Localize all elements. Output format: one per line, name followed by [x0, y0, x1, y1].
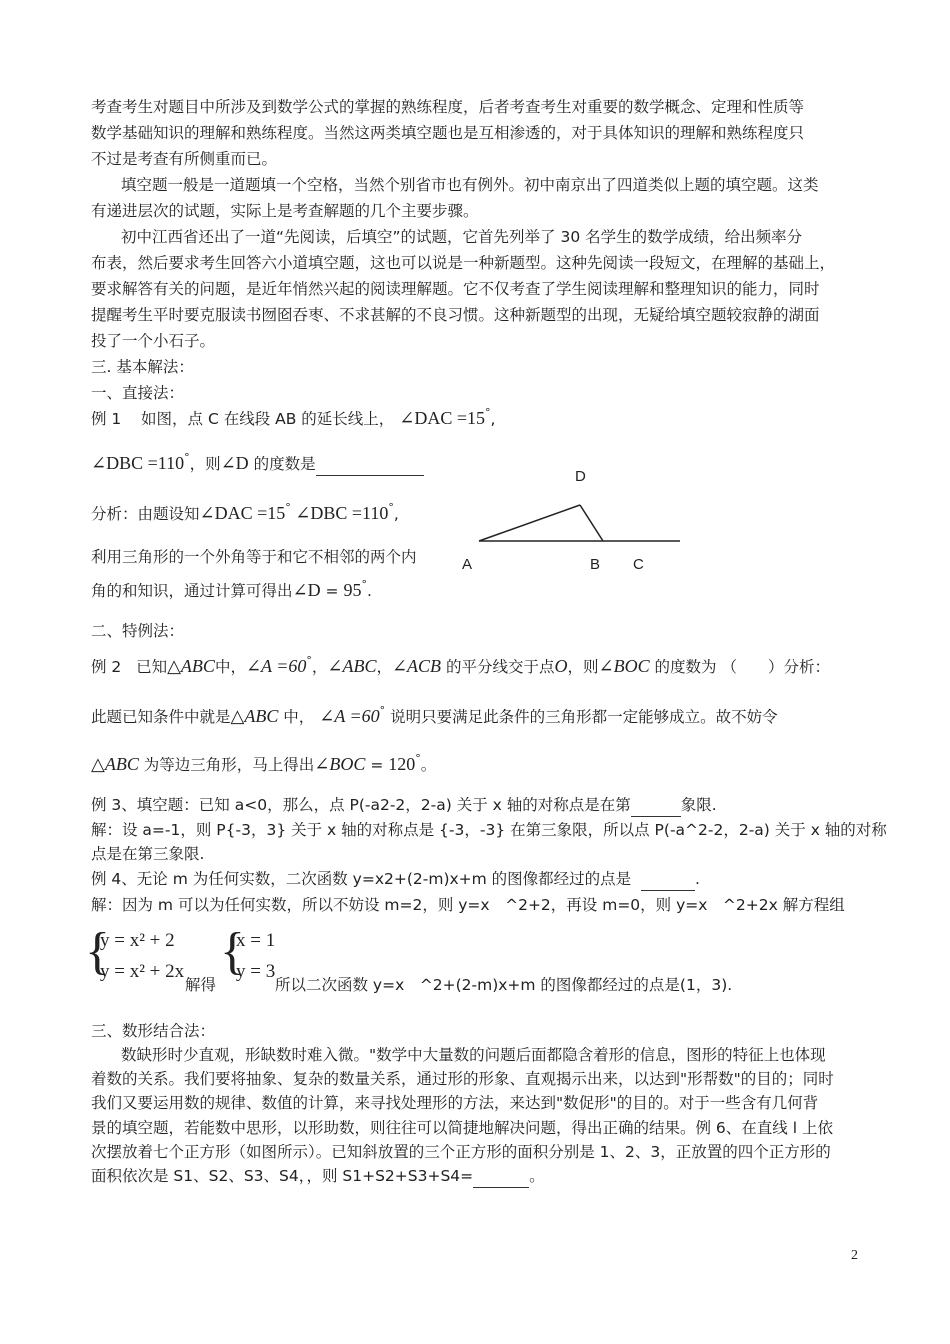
text-line: 填空题一般是一道题填一个空格，当然个别省市也有例外。初中南京出了四道类似上题的填空题。这类 [121, 176, 819, 194]
text-line: 初中江西省还出了一道“先阅读，后填空”的试题，它首先列举了 30 名学生的数学成绩，给出频率分 [121, 228, 803, 246]
method-heading: 二、特例法： [91, 622, 185, 640]
text-line: 着数的关系。我们要将抽象、复杂的数量关系，通过形的形象、直观揭示出来，以达到"形帮数"的目的；同时 [91, 1070, 834, 1088]
text-line: 提醒考生平时要克服读书囫囵吞枣、不求甚解的不良习惯。这种新题型的出现，无疑给填空题较寂静的湖面 [91, 306, 820, 324]
method-heading: 一、直接法： [91, 384, 185, 402]
example-1-result: 角的和知识，通过计算可得出∠D = 95°. [91, 578, 372, 600]
example-2-line-1: 例 2 已知△ABC中，∠A =60°，∠ABC，∠ACB 的平分线交于点O，则∠BOC 的度数为 （ ）分析： [91, 654, 830, 676]
example-text: 如图，点 C 在线段 AB 的延长线上， [141, 410, 395, 428]
label-a: A [462, 556, 473, 573]
text-line: 利用三角形的一个外角等于和它不相邻的两个内 [91, 548, 417, 566]
example-1-line-1: 例 1 如图，点 C 在线段 AB 的延长线上， ∠DAC =15°, [91, 406, 496, 428]
line-ad [479, 505, 580, 541]
label-c: C [633, 556, 644, 573]
section-heading: 三. 基本解法： [91, 358, 194, 376]
answer-blank [641, 868, 695, 891]
method-heading: 三、数形结合法： [91, 1022, 216, 1040]
text-line: 有递进层次的试题，实际上是考查解题的几个主要步骤。 [91, 202, 479, 220]
angle-dac: ∠DAC =15 [399, 408, 485, 428]
example-4-question: 例 4、无论 m 为任何实数，二次函数 y=x2+(2-m)x+m 的图像都经过的点是 . [91, 868, 700, 891]
solution-x: x = 1 [236, 930, 276, 951]
solution-y: y = 3 [236, 961, 276, 982]
text-line: 次摆放着七个正方形（如图所示）。已知斜放置的三个正方形的面积分别是 1、2、3，正放置的四个正方形的 [91, 1143, 831, 1161]
text-line: 点是在第三象限. [91, 845, 205, 863]
example-label: 例 1 [91, 410, 122, 428]
answer-blank [473, 1165, 529, 1188]
example-2-line-3: △ABC 为等边三角形，马上得出∠BOC = 120°。 [91, 752, 437, 774]
equation-2: y = x² + 2x [100, 961, 185, 982]
label-d: D [575, 468, 586, 485]
conclusion-text: 所以二次函数 y=x ^2+(2-m)x+m 的图像都经过的点是(1，3). [275, 976, 733, 994]
brace-left: { [85, 923, 110, 980]
text-line: 投了一个小石子。 [91, 332, 216, 350]
example-1-analysis: 分析：由题设知∠DAC =15° ∠DBC =110°, [91, 501, 399, 523]
text-line: 解：设 a=-1，则 P{-3，3} 关于 x 轴的对称点是 {-3，-3} 在第三象限，所以点 P(-a^2-2，2-a) 关于 x 轴的对称 [91, 821, 887, 839]
label-b: B [590, 556, 601, 573]
text-line: 考查考生对题目中所涉及到数学公式的掌握的熟练程度，后者考查考生对重要的数学概念、定理和性质等 [91, 98, 805, 116]
text-line: 解：因为 m 可以为任何实数，所以不妨设 m=2，则 y=x ^2+2，再设 m=0，则 y=x ^2+2x 解方程组 [91, 896, 845, 914]
angle-d: ∠D [220, 453, 249, 473]
text-line: 要求解答有关的问题，是近年悄然兴起的阅读理解题。它不仅考查了学生阅读理解和整理知识的能力，同时 [91, 280, 820, 298]
line-db [580, 505, 603, 541]
text-line: 景的填空题，若能数中思形，以形助数，则往往可以简捷地解决问题，得出正确的结果。例 6、在直线 l 上依 [91, 1119, 833, 1137]
equation-1: y = x² + 2 [100, 930, 175, 951]
text-line-last: 面积依次是 S1、S2、S3、S4，，则 S1+S2+S3+S4= 。 [91, 1165, 545, 1188]
solve-text: 解得 [185, 976, 217, 994]
text-line: 我们又要运用数的规律、数值的计算，来寻找处理形的方法，来达到"数促形"的目的。对于一些含有几何背 [91, 1094, 819, 1112]
brace-left: { [220, 923, 245, 980]
angle-dbc: ∠DBC =110 [91, 453, 185, 473]
text-line: 布表，然后要求考生回答六小道填空题，这也可以说是一种新题型。这种先阅读一段短文，在理解的基础上， [91, 254, 836, 272]
example-2-line-2: 此题已知条件中就是△ABC 中， ∠A =60° 说明只要满足此条件的三角形都一定能够成立。故不妨令 [91, 704, 778, 726]
example-3-question: 例 3、填空题：已知 a<0，那么，点 P(-a2-2，2-a) 关于 x 轴的对称点是在第 象限. [91, 794, 717, 817]
text-line: 数缺形时少直观，形缺数时难入微。"数学中大量数的问题后面都隐含着形的信息，图形的特征上也体现 [121, 1046, 826, 1064]
example-1-line-2: ∠DBC =110°，则∠D 的度数是 [91, 447, 424, 476]
text-line: 数学基础知识的理解和熟练程度。当然这两类填空题也是互相渗透的，对于具体知识的理解和熟练程度只 [91, 124, 805, 142]
text-line: 不过是考查有所侧重而已。 [91, 150, 278, 168]
answer-blank [631, 794, 681, 817]
page-number: 2 [851, 1248, 858, 1263]
